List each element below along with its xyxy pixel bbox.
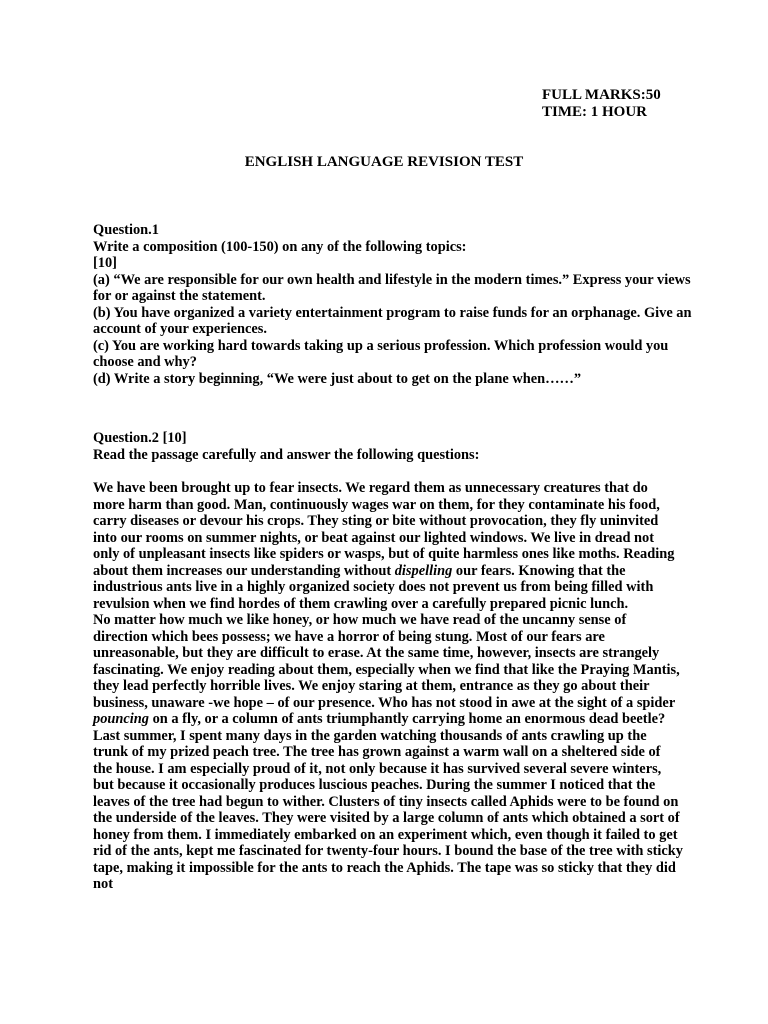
topic-c: (c) You are working hard towards taking up a serious profession. Which profession would you choose and why?: [93, 337, 669, 370]
passage-paragraph-2: [93, 612, 683, 728]
topic-a: (a) “We are responsible for our own health and lifestyle in the modern times.” Express your views for or against the statement.: [93, 271, 691, 304]
exam-time: TIME: 1 HOUR: [542, 104, 647, 120]
question-1-marks: [10]: [93, 255, 117, 271]
passage-text: our fears. Knowing that the industrious ants live in a highly organized society does not prevent us from being filled with revulsion when we find hordes of them crawling over a carefully prepared picnic lunch.: [93, 562, 654, 612]
full-marks: FULL MARKS:50: [542, 87, 661, 103]
passage-paragraph-3: Last summer, I spent many days in the garden watching thousands of ants crawling up the trunk of my prized peach tree. The tree has grown against a warm wall on a sheltered side of the house. I am especially proud of it, not only because it has survived several severe winters, but because it occasionally produces luscious peaches. During the summer I noticed that the leaves of the tree had begun to wither. Clusters of tiny insects called Aphids were to be found on the underside of the leaves. They were visited by a large column of ants which obtained a sort of honey from them. I immediately embarked on an experiment which, even though it failed to get rid of the ants, kept me fascinated for twenty-four hours. I bound the base of the tree with sticky tape, making it impossible for the ants to reach the Aphids. The tape was so sticky that they did not: [93, 727, 684, 892]
passage-text: No matter how much we like honey, or how much we have read of the uncanny sense of direction which bees possess; we have a horror of being stung. Most of our fears are unreasonable, but they are difficult to erase. At the same time, however, insects are strangely fascinating. We enjoy reading about them, especially when we find that like the Praying Mantis, they lead perfectly horrible lives. We enjoy staring at them, entrance as they go about their business, unaware -we hope – of our presence. Who has not stood in awe at the sight of a spider: [93, 612, 680, 711]
passage-text: on a fly, or a column of ants triumphantly carrying home an enormous dead beetle?: [148, 711, 666, 727]
question-1-heading: Question.1: [93, 222, 159, 238]
passage-emphasis: dispelling: [394, 562, 453, 579]
exam-header: [542, 87, 661, 121]
question-2-instruction: Read the passage carefully and answer the following questions:: [93, 446, 480, 463]
topic-d: (d) Write a story beginning, “We were just about to get on the plane when……”: [93, 370, 582, 387]
passage-paragraph-1: [93, 480, 683, 612]
question-2-heading: Question.2 [10]: [93, 430, 187, 446]
question-2: [93, 430, 693, 463]
passage-text: We have been brought up to fear insects. We regard them as unnecessary creatures that do more harm than good. Man, continuously wages war on them, for they contaminate his food, carry diseases or devour his crops. They sting or bite without provocation, they fly uninvited into our rooms on summer nights, or beat against our lighted windows. We live in dread not only of unpleasant insects like spiders or wasps, but of quite harmless ones like moths. Reading about them increases our understanding without: [93, 480, 675, 579]
document-title: ENGLISH LANGUAGE REVISION TEST: [244, 154, 524, 170]
question-1: [93, 222, 693, 387]
reading-passage: [93, 480, 683, 893]
topic-b: (b) You have organized a variety entertainment program to raise funds for an orphanage. Give an account of your experiences.: [93, 304, 692, 337]
question-1-instruction: Write a composition (100-150) on any of the following topics:: [93, 238, 467, 255]
passage-emphasis: pouncing: [93, 711, 149, 727]
